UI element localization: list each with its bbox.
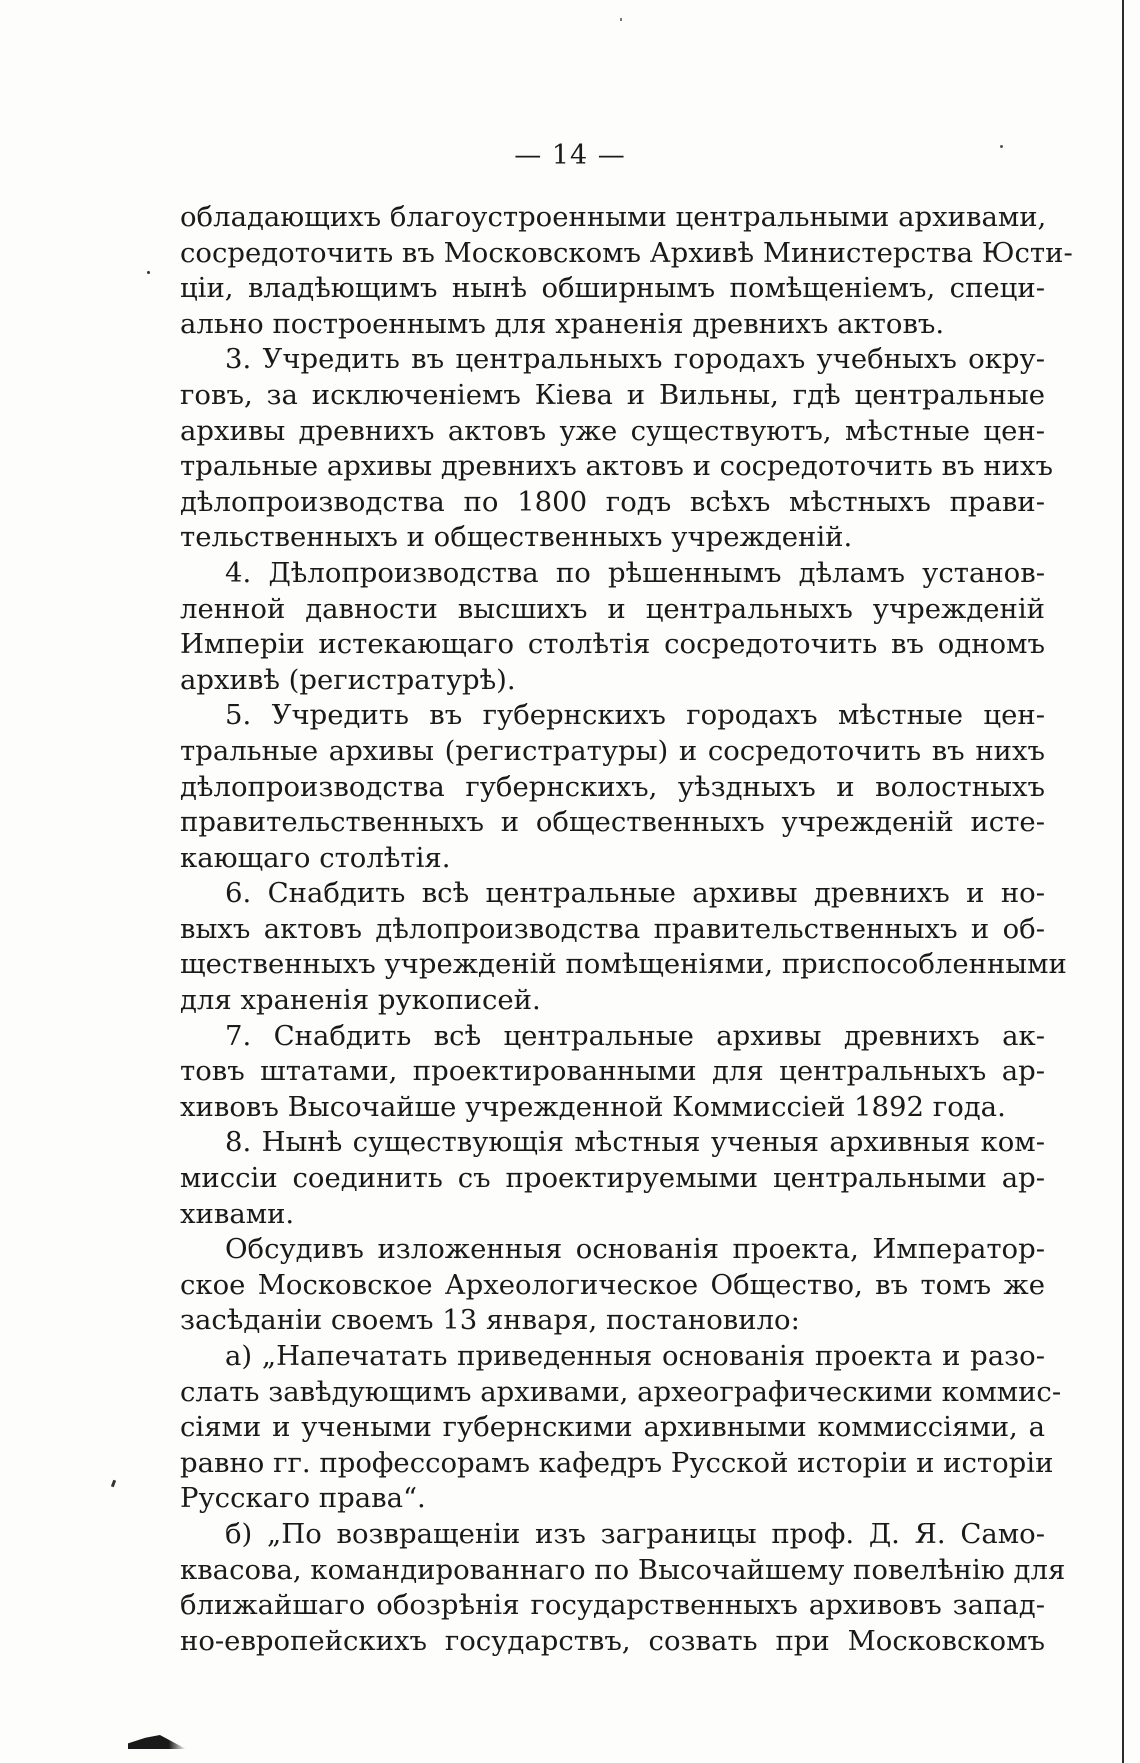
text-line: б) „По возвращеніи изъ заграницы проф. Д. Я. Само- [225, 1517, 1045, 1550]
text-line: Обсудивъ изложенныя основанія проекта, Император- [225, 1233, 1045, 1266]
paragraph-item-8 [180, 1125, 1045, 1232]
paragraph-item-a [180, 1339, 1062, 1517]
text-line: тральные архивы (регистратуры) и сосредоточить въ нихъ [180, 734, 1045, 767]
text-line: 5. Учредить въ губернскихъ городахъ мѣстные цен- [225, 699, 1045, 732]
text-line: но-европейскихъ государствъ, созвать при Московскомъ [180, 1624, 1045, 1657]
text-line: Имперіи истекающаго столѣтія сосредоточить въ одномъ [180, 628, 1045, 661]
paragraph-item-b [180, 1517, 1066, 1659]
text-line: щественныхъ учрежденій помѣщеніями, приспособленными [180, 948, 1067, 981]
text-line: для храненія рукописей. [180, 984, 541, 1017]
paragraph-resolution [180, 1232, 1045, 1339]
text-line: 6. Снабдить всѣ центральные архивы древнихъ и но- [225, 877, 1045, 910]
text-line: ленной давности высшихъ и центральныхъ учрежденій [180, 592, 1045, 625]
text-line: тельственныхъ и общественныхъ учрежденій. [180, 521, 853, 554]
text-line: ближайшаго обозрѣнія государственныхъ архивовъ запад- [180, 1589, 1045, 1622]
paragraph-continuation [180, 200, 1073, 342]
text-line: равно гг. профессорамъ кафедръ Русской исторіи и исторіи [180, 1446, 1054, 1479]
text-line: а) „Напечатать приведенныя основанія проекта и разо- [225, 1340, 1045, 1372]
text-line: обладающихъ благоустроенными центральными архивами, [180, 201, 1047, 233]
page-edge-line [1122, 0, 1124, 1763]
text-line: архивы древнихъ актовъ уже существуютъ, мѣстные цен- [180, 414, 1045, 447]
body-text [180, 200, 1073, 1659]
paragraph-item-6 [180, 876, 1067, 1018]
scan-speck [111, 1480, 116, 1488]
page-number: — 14 — [514, 140, 626, 171]
text-line: ально построеннымъ для храненія древнихъ актовъ. [180, 307, 945, 340]
text-line: сосредоточить въ Московскомъ Архивѣ Министерства Юсти- [180, 236, 1073, 269]
text-line: говъ, за исключеніемъ Кіева и Вильны, гдѣ центральные [180, 378, 1045, 411]
text-line: квасова, командированнаго по Высочайшему повелѣнію для [180, 1553, 1066, 1586]
text-line: ціи, владѣющимъ нынѣ обширнымъ помѣщеніемъ, специ- [180, 272, 1045, 305]
text-line: дѣлопроизводства по 1800 годъ всѣхъ мѣстныхъ прави- [180, 485, 1045, 518]
scan-speck [147, 271, 150, 274]
text-line: выхъ актовъ дѣлопроизводства правительственныхъ и об- [180, 912, 1045, 945]
text-line: сіями и учеными губернскими архивными коммиссіями, а [180, 1411, 1045, 1444]
text-line: слать завѣдующимъ архивами, археографическими коммис- [180, 1375, 1062, 1408]
text-line: дѣлопроизводства губернскихъ, уѣздныхъ и волостныхъ [180, 770, 1045, 803]
paragraph-item-3 [180, 342, 1053, 556]
scan-blot [128, 1735, 186, 1749]
paragraph-item-7 [180, 1019, 1045, 1126]
text-line: 4. Дѣлопроизводства по рѣшеннымъ дѣламъ установ- [225, 556, 1045, 589]
text-line: товъ штатами, проектированными для центральныхъ ар- [180, 1055, 1045, 1088]
text-line: засѣданіи своемъ 13 января, постановило: [180, 1304, 800, 1337]
text-line: правительственныхъ и общественныхъ учрежденій исте- [180, 806, 1045, 839]
text-line: кающаго столѣтія. [180, 841, 451, 874]
paragraph-item-4 [180, 556, 1045, 698]
text-line: хивами. [180, 1197, 295, 1230]
text-line: ское Московское Археологическое Общество, въ томъ же [180, 1268, 1045, 1301]
text-line: хивовъ Высочайше учрежденной Коммиссіей 1892 года. [180, 1090, 1006, 1123]
text-line: 7. Снабдить всѣ центральные архивы древнихъ ак- [225, 1019, 1045, 1052]
paragraph-item-5 [180, 698, 1045, 876]
text-line: 3. Учредить въ центральныхъ городахъ учебныхъ окру- [225, 343, 1045, 376]
scan-speck [620, 18, 622, 21]
text-line: 8. Нынѣ существующія мѣстныя ученыя архивныя ком- [225, 1126, 1045, 1159]
text-line: миссіи соединить съ проектируемыми центральными ар- [180, 1162, 1045, 1195]
text-line: тральные архивы древнихъ актовъ и сосредоточить въ нихъ [180, 450, 1053, 483]
text-line: архивѣ (регистратурѣ). [180, 663, 516, 696]
text-line: Русскаго права“. [180, 1482, 426, 1515]
